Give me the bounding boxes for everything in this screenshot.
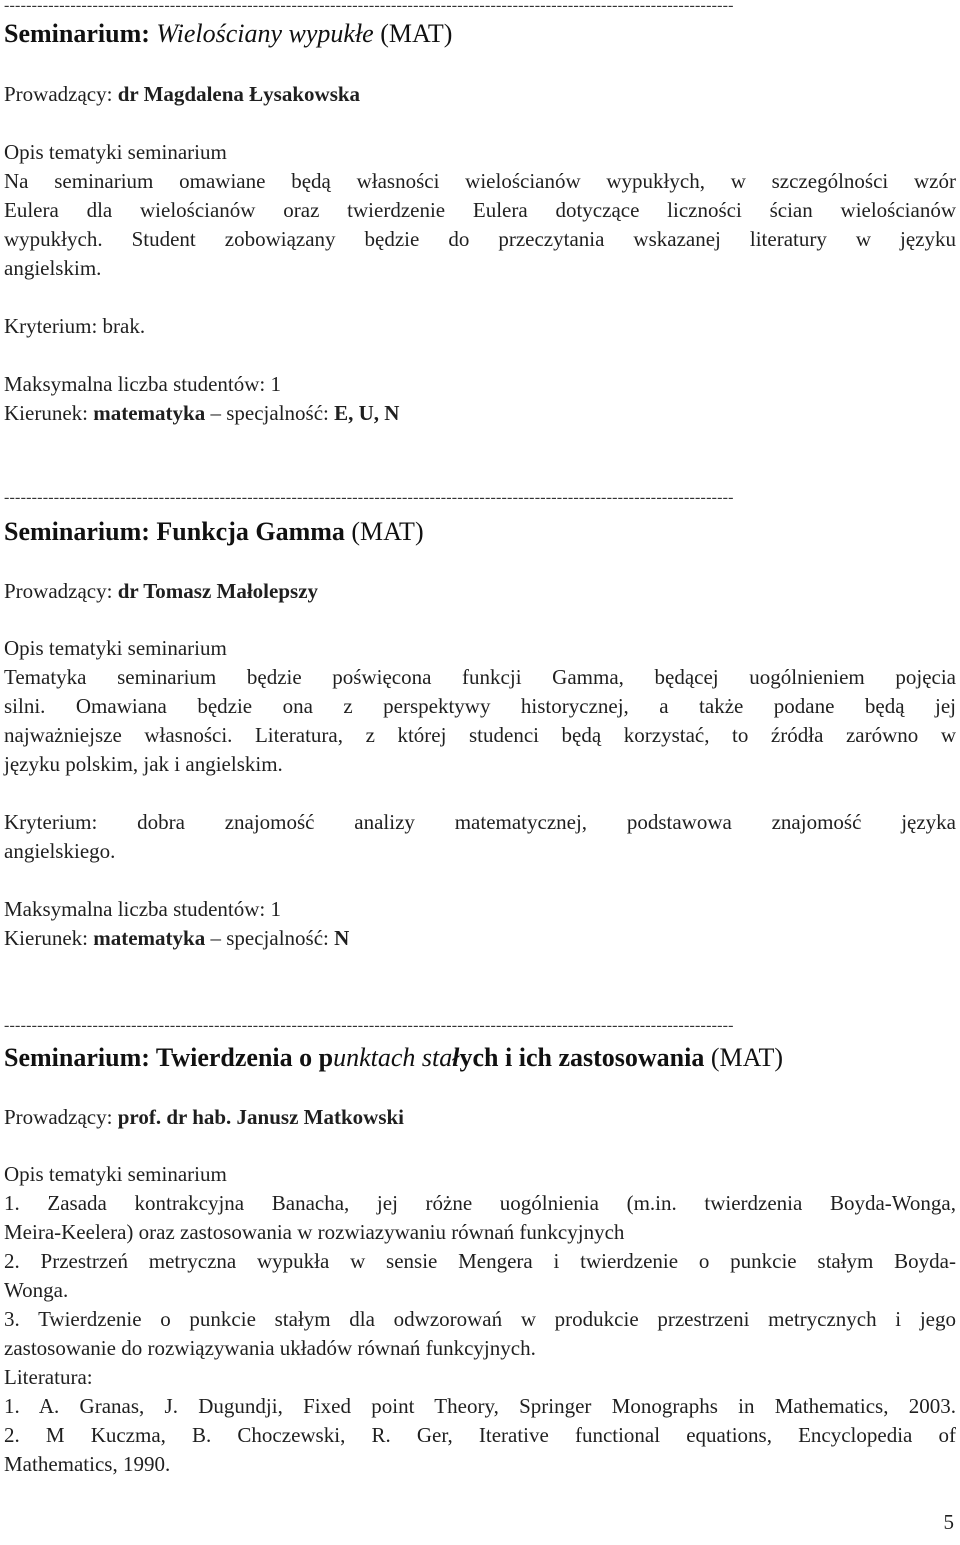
literature-item: 2. M Kuczma, B. Choczewski, R. Ger, Iterative functional equations, Encyclopedia of (4, 1423, 956, 1447)
description-heading: Opis tematyki seminarium (4, 636, 227, 660)
leader-line: Prowadzący: dr Magdalena Łysakowska (4, 82, 361, 106)
description-line: Wonga. (4, 1278, 69, 1302)
description-line: angielskim. (4, 256, 102, 280)
page-number: 5 (943, 1510, 954, 1534)
leader-name: dr Magdalena Łysakowska (117, 82, 361, 106)
max-students: Maksymalna liczba studentów: 1 (4, 372, 282, 396)
description-line: 1. Zasada kontrakcyjna Banacha, jej różne uogólnienia (m.in. twierdzenia Boyda-Wonga, (4, 1191, 956, 1215)
seminar-title: Seminarium: Wielościany wypukłe (MAT) (4, 19, 453, 48)
separator-line: ------------------------------------------------------------------------------------------------------------------------------------ (4, 490, 734, 506)
seminar-title: Seminarium: Twierdzenia o punktach stałych i ich zastosowania (MAT) (4, 1043, 784, 1072)
description-line: Na seminarium omawiane będą własności wielościanów wypukłych, w szczególności wzór (4, 169, 956, 193)
description-line: wypukłych. Student zobowiązany będzie do przeczytania wskazanej literatury w języku (4, 227, 956, 251)
description-line: zastosowanie do rozwiązywania układów równań funkcyjnych. (4, 1336, 536, 1360)
description-line: silni. Omawiana będzie ona z perspektywy historycznej, a także podane będą jej (4, 694, 956, 718)
criterion: Kryterium: dobra znajomość analizy matematycznej, podstawowa znajomość języka (4, 810, 956, 834)
leader-name: prof. dr hab. Janusz Matkowski (117, 1105, 405, 1129)
leader-line: Prowadzący: dr Tomasz Małolepszy (4, 579, 319, 603)
description-heading: Opis tematyki seminarium (4, 140, 227, 164)
description-heading: Opis tematyki seminarium (4, 1162, 227, 1186)
criterion: angielskiego. (4, 839, 116, 863)
separator-line: ------------------------------------------------------------------------------------------------------------------------------------ (4, 0, 734, 14)
description-line: języku polskim, jak i angielskim. (4, 752, 283, 776)
seminar-title: Seminarium: Funkcja Gamma (MAT) (4, 517, 424, 546)
literature-item: Mathematics, 1990. (4, 1452, 171, 1476)
description-line: 2. Przestrzeń metryczna wypukła w sensie Mengera i twierdzenie o punkcie stałym Boyda- (4, 1249, 956, 1273)
leader-name: dr Tomasz Małolepszy (117, 579, 319, 603)
separator-line: ------------------------------------------------------------------------------------------------------------------------------------ (4, 1018, 734, 1034)
field-line: Kierunek: matematyka – specjalność: E, U, N (4, 401, 400, 425)
literature-heading: Literatura: (4, 1365, 93, 1389)
leader-line: Prowadzący: prof. dr hab. Janusz Matkowski (4, 1105, 405, 1129)
description-line: najważniejsze własności. Literatura, z której studenci będą korzystać, to źródła zarówno w (4, 723, 956, 747)
literature-item: 1. A. Granas, J. Dugundji, Fixed point Theory, Springer Monographs in Mathematics, 2003. (4, 1394, 956, 1418)
criterion: Kryterium: brak. (4, 314, 146, 338)
description-line: Meira-Keelera) oraz zastosowania w rozwiazywaniu równań funkcyjnych (4, 1220, 625, 1244)
max-students: Maksymalna liczba studentów: 1 (4, 897, 282, 921)
description-line: 3. Twierdzenie o punkcie stałym dla odwzorowań w produkcie przestrzeni metrycznych i jego (4, 1307, 956, 1331)
description-line: Eulera dla wielościanów oraz twierdzenie Eulera dotyczące liczności ścian wielościanów (4, 198, 956, 222)
field-line: Kierunek: matematyka – specjalność: N (4, 926, 350, 950)
description-line: Tematyka seminarium będzie poświęcona funkcji Gamma, będącej uogólnieniem pojęcia (4, 665, 956, 689)
